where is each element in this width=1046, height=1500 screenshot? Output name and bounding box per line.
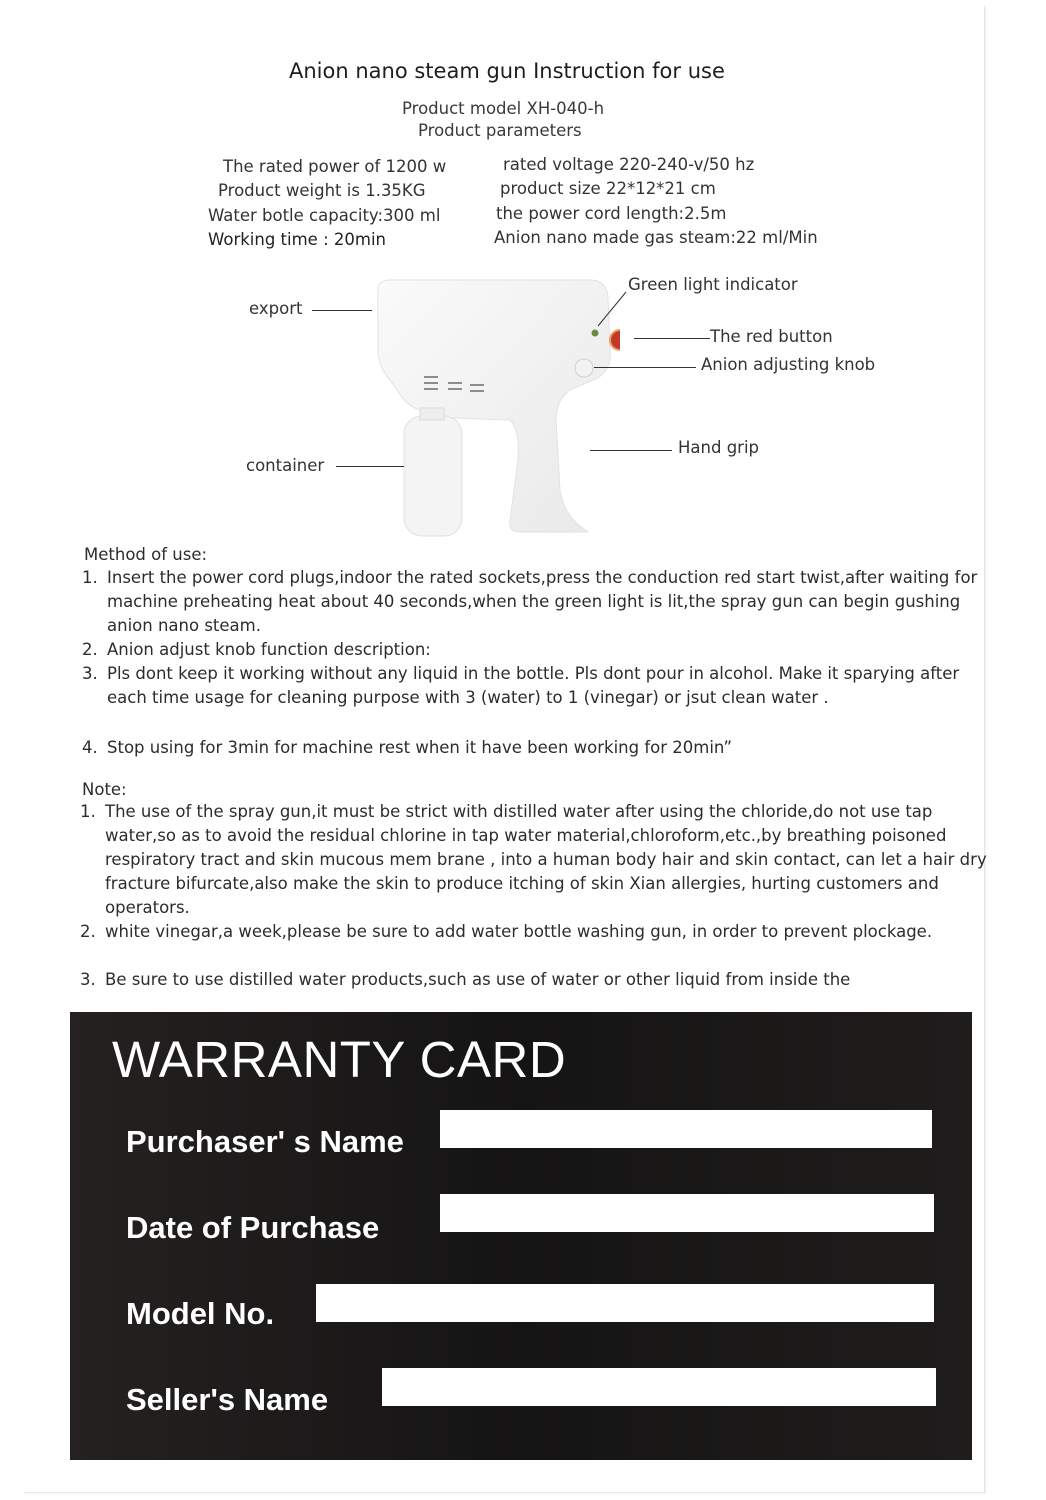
param-right-2: the power cord length:2.5m [496,204,727,223]
warranty-card [70,1012,972,1460]
green-light-icon [592,330,599,337]
param-right-1: product size 22*12*21 cm [500,179,716,198]
leader-anion-knob [594,367,696,368]
leader-container [336,466,404,467]
steam-gun-illustration [360,270,620,550]
parameters-heading: Product parameters [418,121,582,140]
param-right-0: rated voltage 220-240-v/50 hz [503,155,755,174]
method-item-1: 1. Insert the power cord plugs,indoor the rated sockets,press the conduction red start twist,after waiting for machine preheating heat about 40 seconds,when the green light is lit,the spray gun can begin gushing anion nano steam. [82,568,978,635]
note-item-2: 2. white vinegar,a week,please be sure to add water bottle washing gun, in order to prevent plockage. [80,922,933,941]
date-of-purchase-field[interactable] [440,1194,934,1232]
method-item-4: 4. Stop using for 3min for machine rest when it have been working for 20min” [82,738,733,757]
method-item-3: 3. Pls dont keep it working without any liquid in the bottle. Pls dont pour in alcohol. Make it sparying after each time usage for cleaning purpose with 3 (water) to 1 (vinegar) or jsut clean water . [82,664,960,707]
label-hand-grip: Hand grip [678,438,760,457]
anion-knob-icon [575,359,593,377]
model-no-label: Model No. [126,1296,275,1331]
label-red-button: The red button [710,327,833,346]
purchaser-name-field[interactable] [440,1110,932,1148]
leader-red-button [634,338,710,339]
note-list [80,800,987,992]
leader-green-light [596,290,630,330]
warranty-title: WARRANTY CARD [112,1031,567,1088]
leader-hand-grip [590,450,672,451]
purchaser-name-label: Purchaser' s Name [126,1124,404,1159]
date-of-purchase-label: Date of Purchase [126,1210,380,1245]
note-item-1: 1. The use of the spray gun,it must be strict with distilled water after using the chloride,do not use tap water,so as to avoid the residual chlorine in tap water material,chloroform,etc.,by breathing poisoned respiratory tract and skin mucous mem brane , into a human body hair and skin contact, can let a hair dry fracture bifurcate,also make the skin to produce itching of skin Xian allergies, hurting customers and operators. [80,802,987,917]
param-right-3: Anion nano made gas steam:22 ml/Min [494,228,818,247]
leader-export [312,310,372,311]
product-model: Product model XH-040-h [402,99,605,118]
param-left-1: Product weight is 1.35KG [218,181,426,200]
red-button-icon [610,330,620,350]
method-heading: Method of use: [84,545,208,564]
document-title: Anion nano steam gun Instruction for use [289,59,725,83]
label-green-light: Green light indicator [628,275,798,294]
label-container: container [246,456,325,475]
method-list [82,566,982,760]
seller-name-label: Seller's Name [126,1382,329,1417]
note-heading: Note: [82,780,127,799]
label-export: export [249,299,303,318]
label-anion-knob: Anion adjusting knob [701,355,876,374]
note-item-3: 3. Be sure to use distilled water products,such as use of water or other liquid from inside the [80,970,851,989]
param-left-3: Working time : 20min [208,230,386,249]
method-item-2: 2. Anion adjust knob function description: [82,640,431,659]
param-left-2: Water botle capacity:300 ml [208,206,441,225]
param-left-0: The rated power of 1200 w [223,157,447,176]
seller-name-field[interactable] [382,1368,936,1406]
model-no-field[interactable] [316,1284,934,1322]
